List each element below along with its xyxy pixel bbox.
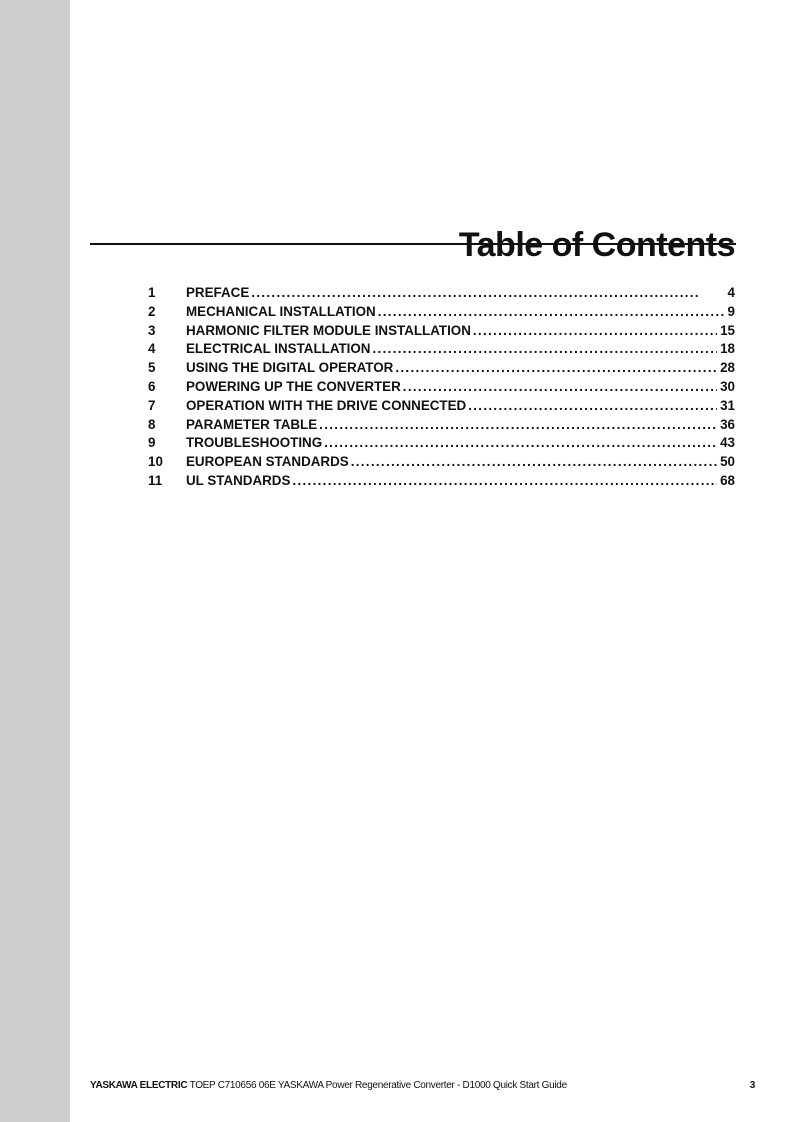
toc-entry-number: 10 — [148, 454, 163, 470]
toc-entry-label: POWERING UP THE CONVERTER — [186, 378, 401, 394]
toc-dot-leader — [292, 472, 717, 491]
toc-entry-number: 7 — [148, 397, 156, 413]
toc-dot-leader — [473, 322, 717, 341]
footer-document-info — [90, 1080, 567, 1091]
toc-entry-electrical-installation[interactable] — [148, 340, 735, 359]
toc-entry-preface[interactable] — [148, 284, 735, 303]
toc-entry-page: 15 — [720, 322, 735, 338]
footer-brand: YASKAWA ELECTRIC — [90, 1080, 188, 1091]
toc-entry-troubleshooting[interactable] — [148, 434, 735, 453]
toc-dot-leader — [319, 416, 717, 435]
toc-entry-label: MECHANICAL INSTALLATION — [186, 303, 376, 319]
title-divider — [90, 243, 736, 245]
toc-dot-leader — [251, 284, 724, 303]
toc-entry-label: UL STANDARDS — [186, 472, 291, 488]
toc-entry-number: 6 — [148, 378, 156, 394]
toc-entry-page: 43 — [720, 435, 735, 451]
toc-entry-number: 4 — [148, 341, 156, 357]
toc-dot-leader — [378, 303, 725, 322]
toc-entry-page: 50 — [720, 454, 735, 470]
toc-entry-page: 28 — [720, 360, 735, 376]
toc-dot-leader — [351, 453, 717, 472]
toc-entry-mechanical-installation[interactable] — [148, 303, 735, 322]
toc-entry-label: USING THE DIGITAL OPERATOR — [186, 360, 394, 376]
toc-entry-digital-operator[interactable] — [148, 359, 735, 378]
toc-entry-harmonic-filter[interactable] — [148, 322, 735, 341]
toc-entry-number: 11 — [148, 472, 163, 488]
toc-dot-leader — [324, 434, 717, 453]
toc-dot-leader — [403, 378, 717, 397]
page-footer — [90, 1080, 755, 1091]
toc-entry-number: 2 — [148, 303, 156, 319]
table-of-contents — [148, 284, 735, 491]
toc-entry-powering-up[interactable] — [148, 378, 735, 397]
toc-entry-label: OPERATION WITH THE DRIVE CONNECTED — [186, 397, 467, 413]
toc-entry-page: 31 — [720, 397, 735, 413]
toc-dot-leader — [468, 397, 717, 416]
toc-entry-page: 68 — [720, 472, 735, 488]
toc-entry-european-standards[interactable] — [148, 453, 735, 472]
page-title: Table of Contents — [458, 225, 735, 264]
toc-entry-page: 4 — [727, 285, 735, 300]
toc-entry-label: TROUBLESHOOTING — [186, 435, 323, 451]
toc-entry-number: 8 — [148, 416, 156, 432]
toc-entry-operation-drive-connected[interactable] — [148, 397, 735, 416]
toc-entry-ul-standards[interactable] — [148, 472, 735, 491]
footer-text: TOEP C710656 06E YASKAWA Power Regenerative Converter - D1000 Quick Start Guide — [189, 1080, 567, 1091]
toc-entry-page: 9 — [727, 303, 735, 319]
toc-dot-leader — [395, 359, 717, 378]
footer-page-number: 3 — [749, 1080, 755, 1091]
toc-entry-number: 3 — [148, 322, 156, 338]
toc-entry-number: 5 — [148, 360, 156, 376]
toc-entry-page: 30 — [720, 378, 735, 394]
side-margin-band — [0, 0, 70, 1122]
toc-entry-parameter-table[interactable] — [148, 416, 735, 435]
toc-entry-number: 9 — [148, 435, 156, 451]
toc-entry-label: PARAMETER TABLE — [186, 416, 318, 432]
toc-entry-number: 1 — [148, 285, 156, 300]
toc-entry-label: HARMONIC FILTER MODULE INSTALLATION — [186, 322, 471, 338]
toc-entry-label: PREFACE — [186, 285, 250, 300]
toc-entry-page: 18 — [720, 341, 735, 357]
toc-entry-label: EUROPEAN STANDARDS — [186, 454, 349, 470]
toc-entry-label: ELECTRICAL INSTALLATION — [186, 341, 371, 357]
toc-dot-leader — [372, 340, 717, 359]
toc-entry-page: 36 — [720, 416, 735, 432]
